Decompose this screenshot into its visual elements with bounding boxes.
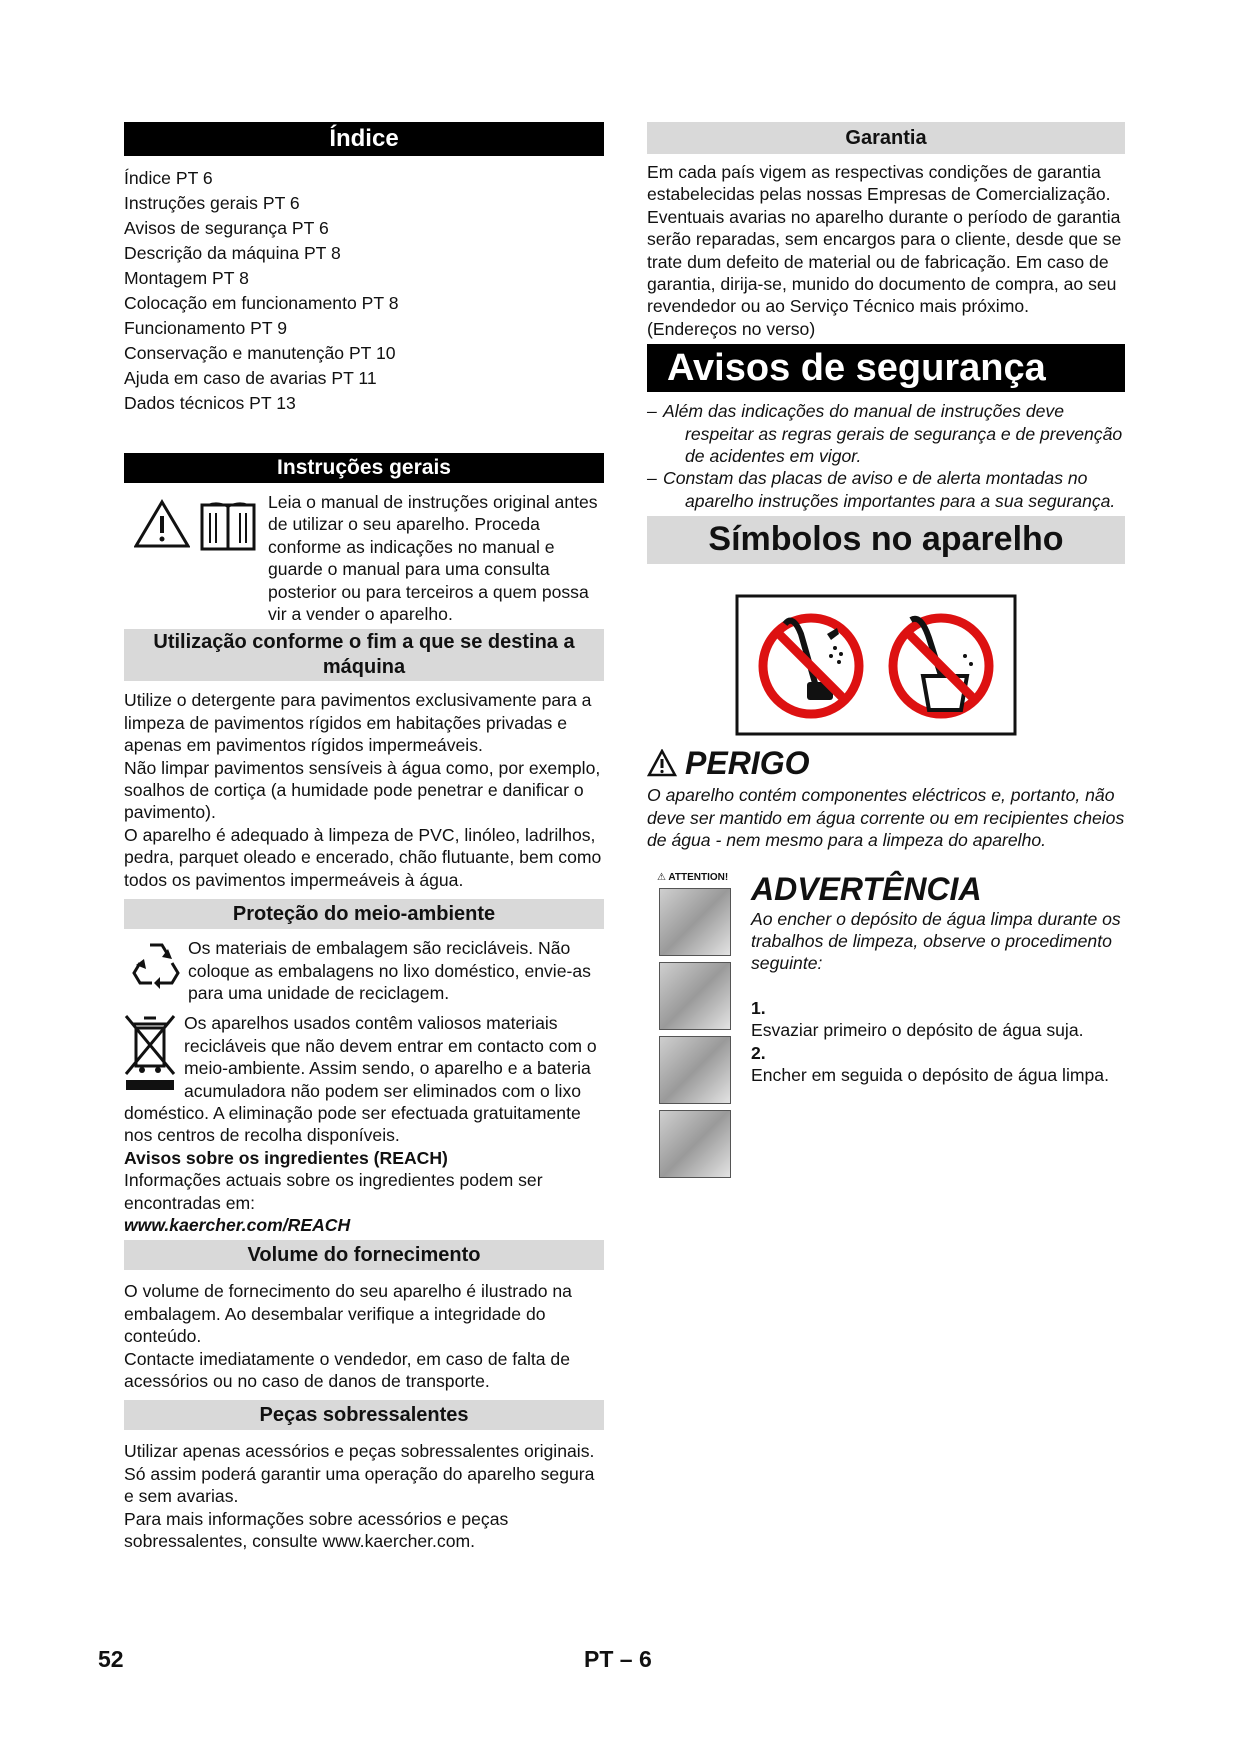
section-code: PT – 6: [584, 1646, 652, 1672]
utilizacao-p2: Não limpar pavimentos sensíveis à água como, por exemplo, soalhos de cortiça (a humidade pode penetrar e danificar o pavimento).: [124, 757, 601, 823]
garantia-body: [647, 161, 1125, 340]
instrucoes-text: Leia o manual de instruções original antes de utilizar o seu aparelho. Proceda conforme as indicações no manual e guarde o manual para uma consulta posterior ou para terceiros a quem possa vir a vender o aparelho.: [268, 492, 598, 625]
ambiente-recycle-block: [124, 937, 604, 1004]
manual-book-icon: [198, 499, 258, 553]
advertencia-text: Ao encher o depósito de água limpa durante os trabalhos de limpeza, observe o procedimento seguinte:: [751, 908, 1121, 974]
toc-item[interactable]: Colocação em funcionamento PT 8: [124, 293, 399, 313]
right-column: [647, 122, 1125, 1178]
advertencia-content: [751, 870, 1125, 1178]
utilizacao-p1: Utilize o detergente para pavimentos exclusivamente para a limpeza de pavimentos rígidos em habitações privadas e apenas em pavimentos rígidos impermeáveis.: [124, 690, 592, 756]
ambiente-weee-block: [124, 1012, 604, 1146]
pecas-body: [124, 1440, 604, 1552]
volume-p2: Contacte imediatamente o vendedor, em caso de falta de acessórios ou no caso de danos de transporte.: [124, 1348, 570, 1391]
fill-tank-photo: [659, 888, 731, 956]
reach-title: Avisos sobre os ingredientes (REACH): [124, 1147, 448, 1168]
indice-title: Índice: [124, 122, 604, 156]
pecas-p1: Utilizar apenas acessórios e peças sobressalentes originais. Só assim poderá garantir uma operação do aparelho segura e sem avarias.: [124, 1441, 595, 1507]
warning-triangle-icon: [134, 499, 190, 549]
toc-item[interactable]: Instruções gerais PT 6: [124, 193, 300, 213]
advertencia-images: [647, 870, 751, 1178]
warning-triangle-icon: [647, 749, 677, 777]
pecas-p2: Para mais informações sobre acessórios e peças sobressalentes, consulte www.kaercher.com.: [124, 1508, 509, 1552]
advertencia-title: ADVERTÊNCIA: [751, 870, 982, 907]
utilizacao-body: [124, 689, 604, 891]
instrucoes-block: [124, 491, 604, 625]
toc-item[interactable]: Montagem PT 8: [124, 268, 249, 288]
ambiente-title: Proteção do meio-ambiente: [124, 899, 604, 929]
step-1-number: 1.: [751, 997, 766, 1018]
perigo-title: PERIGO: [685, 745, 810, 782]
avisos-item: – Além das indicações do manual de instruções deve respeitar as regras gerais de segurança e de prevenção de acidentes em vigor.: [647, 401, 1123, 467]
toc-item[interactable]: Índice PT 6: [124, 168, 213, 188]
toc-item[interactable]: Avisos de segurança PT 6: [124, 218, 329, 238]
recycle-icon: [130, 937, 182, 989]
ambiente-p2: Os aparelhos usados contêm valiosos materiais recicláveis que não devem entrar em contacto com o meio-ambiente. Assim sendo, o aparelho e a bateria acumuladora não podem ser eliminados com o lixo doméstico. A eliminação pode ser efectuada gratuitamente nos centros de recolha disponíveis.: [124, 1013, 597, 1146]
advertencia-block: [647, 870, 1125, 1178]
toc-item[interactable]: Descrição da máquina PT 8: [124, 243, 341, 263]
recycle-icon-wrap: [124, 937, 188, 1004]
reach-link[interactable]: www.kaercher.com/REACH: [124, 1214, 351, 1235]
simbolos-title: Símbolos no aparelho: [647, 516, 1125, 564]
left-column: [124, 122, 604, 1552]
crossed-bin-icon: [124, 1012, 176, 1092]
volume-p1: O volume de fornecimento do seu aparelho é ilustrado na embalagem. Ao desembalar verifique a integridade do conteúdo.: [124, 1281, 572, 1347]
step-1-text: Esvaziar primeiro o depósito de água suja.: [751, 1020, 1084, 1041]
instrucoes-title: Instruções gerais: [124, 453, 604, 483]
garantia-p1: Em cada país vigem as respectivas condições de garantia estabelecidas pelas nossas Empresas de Comercialização. Eventuais avarias no aparelho durante o período de garantia serão reparadas, sem encargos para o cliente, desde que se trate dum defeito de material ou de fabricação. Em caso de garantia, dirija-se, munido do documento de compra, ao seu revendedor ou ao Serviço Técnico mais próximo.: [647, 162, 1122, 317]
toc-item[interactable]: Conservação e manutenção PT 10: [124, 343, 396, 363]
avisos-title: Avisos de segurança: [647, 344, 1125, 392]
toc-item[interactable]: Dados técnicos PT 13: [124, 393, 296, 413]
tanks-photo: [659, 962, 731, 1030]
attention-label: ⚠ ATTENTION!: [657, 871, 729, 883]
no-water-symbols-icon: [735, 594, 1017, 736]
toc-list: [124, 166, 604, 416]
refill-fresh-tank-photo: [659, 1110, 731, 1178]
page-number: 52: [98, 1646, 124, 1672]
manual-warning-icons: [124, 491, 268, 625]
warning-triangle-icon: ⚠: [657, 871, 666, 883]
ambiente-p1: Os materiais de embalagem são recicláveis. Não coloque as embalagens no lixo doméstico, envie-as para uma unidade de reciclagem.: [188, 938, 591, 1003]
perigo-heading: [647, 744, 1125, 782]
volume-body: [124, 1280, 604, 1392]
toc-item[interactable]: Ajuda em caso de avarias PT 11: [124, 368, 377, 388]
reach-text: Informações actuais sobre os ingredientes podem ser encontradas em:: [124, 1170, 543, 1213]
step-2-number: 2.: [751, 1042, 766, 1063]
garantia-title: Garantia: [647, 122, 1125, 154]
garantia-p2: (Endereços no verso): [647, 318, 816, 339]
avisos-list: [647, 400, 1125, 512]
utilizacao-p3: O aparelho é adequado à limpeza de PVC, linóleo, ladrilhos, pedra, parquet oleado e encerado, chão flutuante, bem como todos os pavimentos impermeáveis à água.: [124, 824, 602, 890]
utilizacao-title: Utilização conforme o fim a que se destina a máquina: [124, 629, 604, 681]
perigo-text: O aparelho contém componentes eléctricos e, portanto, não deve ser mantido em água corrente ou em recipientes cheios de água - nem mesmo para a limpeza do aparelho.: [647, 785, 1125, 851]
toc-item[interactable]: Funcionamento PT 9: [124, 318, 287, 338]
avisos-item: – Constam das placas de aviso e de alerta montadas no aparelho instruções importantes para a sua segurança.: [647, 468, 1116, 511]
empty-dirty-tank-photo: [659, 1036, 731, 1104]
step-2-text: Encher em seguida o depósito de água limpa.: [751, 1064, 1109, 1085]
pecas-title: Peças sobressalentes: [124, 1400, 604, 1430]
volume-title: Volume do fornecimento: [124, 1240, 604, 1270]
